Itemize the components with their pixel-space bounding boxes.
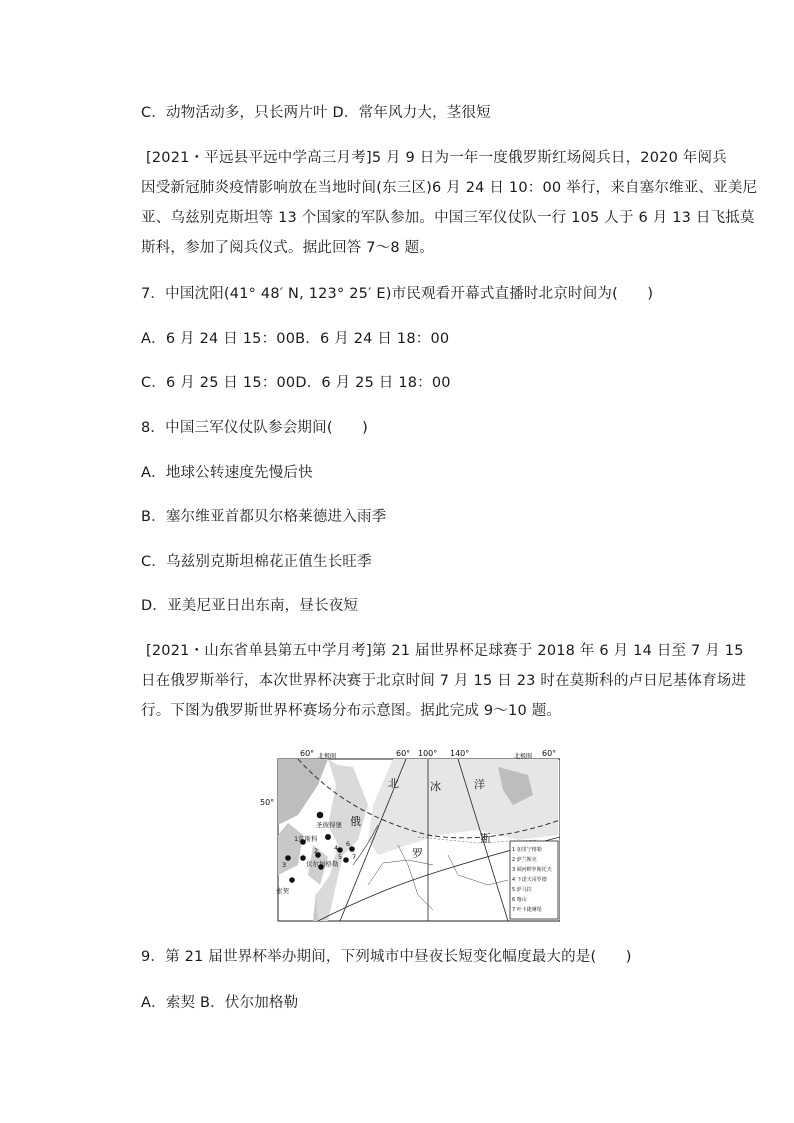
world-cup-venue-map	[258, 745, 560, 923]
option-line-cd: C．动物活动多，只长两片叶 D．常年风力大，茎很短	[141, 105, 491, 121]
question-8-option-d: D．亚美尼亚日出东南，昼长夜短	[141, 598, 359, 614]
passage1-line3: 亚、乌兹别克斯坦等 13 个国家的军队参加。中国三军仪仗队一行 105 人于 6 月 13 日飞抵莫	[141, 210, 755, 226]
passage1-line2: 因受新冠肺炎疫情影响放在当地时间(东三区)6 月 24 日 10：00 举行，来自塞尔维亚、亚美尼	[141, 180, 758, 196]
label-num-1: 1	[294, 835, 299, 843]
question-7-options-cd: C．6 月 25 日 15：00D．6 月 25 日 18：00	[141, 375, 451, 391]
passage2-line1: [2021・山东省单县第五中学月考]第 21 届世界杯足球赛于 2018 年 6 月 14 日至 7 月 15	[146, 643, 744, 659]
label-num-5: 5	[338, 853, 343, 861]
label-country-si: 斯	[480, 832, 491, 845]
passage2-line3: 行。下图为俄罗斯世界杯赛场分布示意图。据此完成 9～10 题。	[141, 703, 562, 719]
label-arctic-circle-left: 北极圈	[318, 753, 337, 760]
label-city-sochi: 索契	[276, 887, 289, 895]
label-num-4: 4	[334, 844, 339, 852]
label-country-e: 俄	[350, 815, 361, 828]
label-num-2: 2	[314, 847, 319, 855]
question-9-options-ab: A．索契 B．伏尔加格勒	[141, 995, 299, 1011]
city-dot-moscow	[325, 834, 331, 840]
question-9: 9．第 21 届世界杯举办期间，下列城市中昼夜长短变化幅度最大的是( )	[141, 949, 632, 965]
label-lat-50: 50°	[260, 798, 275, 807]
legend-item-7: 7 叶卡捷琳堡	[512, 907, 542, 913]
label-arctic-circle-right: 北极圈	[514, 753, 533, 760]
label-city-stpetersburg: 圣彼得堡	[316, 821, 342, 829]
label-num-7: 7	[352, 853, 357, 861]
label-lon-140: 140°	[450, 749, 470, 758]
city-dot-sochi	[289, 877, 295, 883]
question-8: 8．中国三军仪仗队参会期间( )	[141, 420, 368, 436]
city-dot-stpetersburg	[317, 812, 324, 819]
label-city-moscow: 莫斯科	[298, 835, 318, 843]
legend-item-3: 3 顿河畔罗斯托夫	[512, 867, 552, 873]
passage1-line4: 斯科，参加了阅兵仪式。据此回答 7～8 题。	[141, 240, 435, 256]
label-lon-60-left: 60°	[300, 749, 315, 758]
city-dot-samara	[343, 857, 349, 863]
label-lon-60-mid: 60°	[396, 749, 411, 758]
passage2-line2: 日在俄罗斯举行，本次世界杯决赛于北京时间 7 月 15 日 23 时在莫斯科的卢日尼基体育场进	[141, 673, 747, 689]
legend-item-4: 4 下诺夫哥罗德	[512, 877, 547, 883]
city-dot-rostov	[285, 855, 291, 861]
label-sea-yang: 洋	[474, 778, 485, 791]
city-dot-volgograd	[300, 855, 306, 861]
question-8-option-c: C．乌兹别克斯坦棉花正值生长旺季	[141, 554, 372, 570]
label-num-6: 6	[346, 840, 351, 848]
question-8-option-b: B．塞尔维亚首都贝尔格莱德进入雨季	[141, 509, 387, 525]
question-7-options-ab: A．6 月 24 日 15：00B．6 月 24 日 18：00	[141, 331, 450, 347]
label-country-luo: 罗	[412, 847, 423, 860]
legend-item-2: 2 萨兰斯克	[512, 857, 537, 863]
label-city-volgograd: 伏尔加格勒	[306, 860, 339, 868]
question-7: 7．中国沈阳(41° 48′ N, 123° 25′ E)市民观看开幕式直播时北京时间为( )	[141, 286, 654, 302]
label-lon-60-right: 60°	[542, 749, 557, 758]
passage1-line1: [2021・平远县平远中学高三月考]5 月 9 日为一年一度俄罗斯红场阅兵日，2020 年阅兵	[146, 150, 727, 166]
legend-item-6: 6 喀山	[512, 897, 527, 903]
label-sea-bing: 冰	[430, 780, 441, 793]
legend-item-1: 1 加里宁格勒	[512, 847, 542, 853]
label-lon-100: 100°	[418, 749, 438, 758]
question-8-option-a: A．地球公转速度先慢后快	[141, 465, 313, 481]
label-num-3: 3	[282, 861, 287, 869]
legend-item-5: 5 萨马拉	[512, 887, 532, 893]
label-sea-bei: 北	[388, 777, 399, 790]
